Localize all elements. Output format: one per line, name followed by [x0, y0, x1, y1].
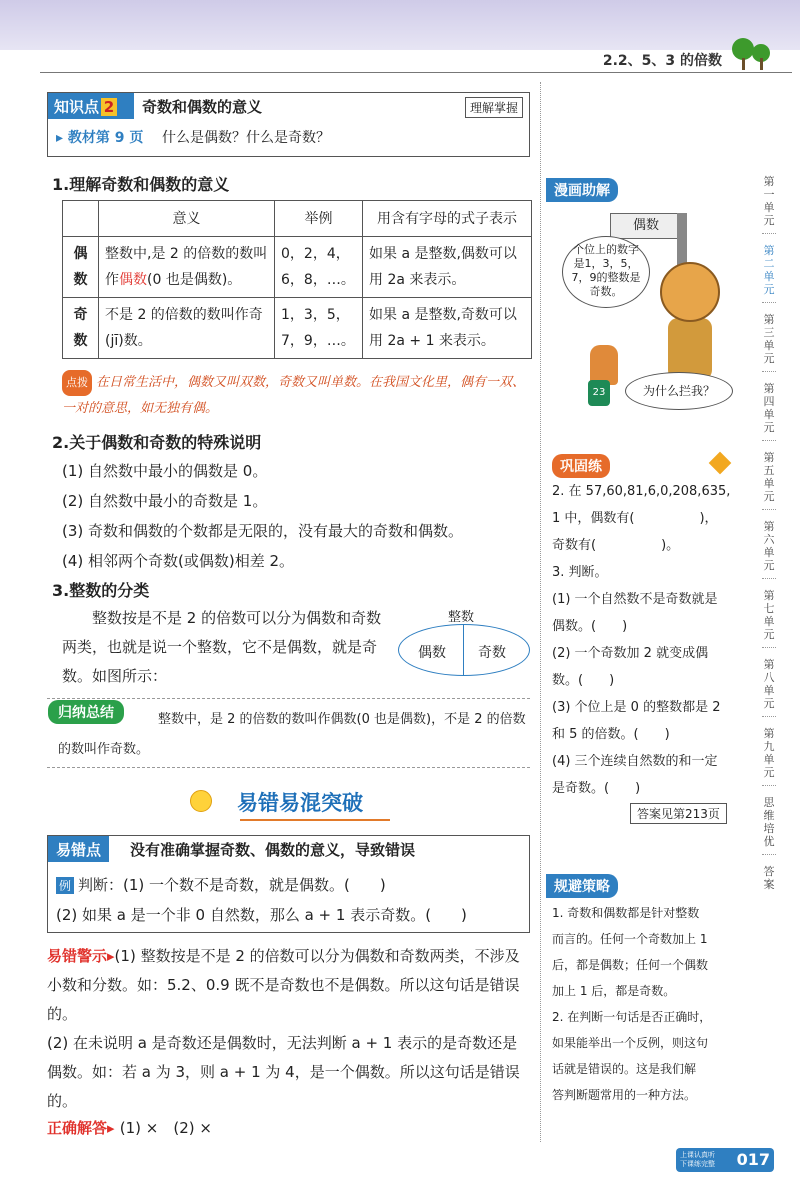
sidebar-unit-3[interactable]: 第三单元 — [763, 313, 775, 365]
diagram-title: 整数 — [448, 610, 475, 625]
header-rule — [40, 72, 792, 73]
tree-icon — [732, 38, 754, 60]
warning-para-1: 易错警示▸(1) 整数按是不是 2 的倍数可以分为偶数和奇数两类，不涉及小数和分数。如：5.2、0.9 既不是奇数也不是偶数。所以这句话是错误的。 — [47, 947, 520, 1023]
tree-trunk — [760, 58, 763, 70]
lion-body — [668, 318, 712, 380]
practice-text: 2. 在 57,60,81,6,0,208,635, 1 中，偶数有( )， 奇数有( )。 3. 判断。 (1) 一个自然数不是奇数就是 偶数。( ) (2) 一个奇数加 2 就变成偶 数。( ) (3) 个位上是 0 的整数都是 2 和 5 的倍数。( ) (4) 三个连续自然数的和一定 是奇数。( ) — [552, 484, 731, 796]
squirrel-character-icon — [590, 345, 618, 385]
answer-label: 正确解答 — [47, 1119, 108, 1137]
section-1-title: 1.理解奇数和偶数的意义 — [52, 175, 230, 194]
diagram-even-label: 偶数 — [418, 645, 446, 661]
chapter-title: 2.2、5、3 的倍数 — [602, 53, 722, 69]
sidebar-divider — [762, 371, 776, 372]
page-number: 017 — [736, 1150, 770, 1169]
example-question-1: 例 判断：(1) 一个数不是奇数，就是偶数。( ) — [56, 874, 386, 895]
summary-bottom-rule — [47, 767, 530, 768]
sidebar-unit-4[interactable]: 第四单元 — [763, 382, 775, 434]
sidebar-divider — [762, 233, 776, 234]
top-band — [0, 0, 800, 50]
pencil-icon — [709, 452, 732, 475]
comic-sign: 偶数 — [610, 213, 682, 239]
footer-slogan: 上课认真听 下课练完整 — [680, 1151, 715, 1168]
table-row — [63, 237, 532, 298]
error-warning — [47, 942, 532, 1116]
sidebar-divider — [762, 509, 776, 510]
tree-trunk — [742, 58, 745, 70]
error-point-label: 易错点 — [48, 836, 109, 862]
strategy-tag: 规避策略 — [546, 874, 618, 898]
comic-tag: 漫画助解 — [546, 178, 618, 202]
tip-badge: 点拨 — [62, 370, 92, 396]
sidebar-unit-5[interactable]: 第五单元 — [763, 451, 775, 503]
tip-note: 点拨 在日常生活中，偶数又叫双数，奇数又叫单数。在我国文化里，偶有一双、一对的意思，如无独有偶。 — [62, 370, 532, 422]
section-2-title: 2.关于偶数和奇数的特殊说明 — [52, 433, 262, 452]
textbook-ref: ▸ 教材第 9 页 — [56, 130, 144, 146]
column-divider — [540, 82, 541, 1142]
even-keyword: 偶数 — [119, 272, 147, 288]
page-number-badge — [676, 1148, 774, 1172]
sidebar-thinking[interactable]: 思维培优 — [763, 796, 775, 848]
sidebar-answers[interactable]: 答案 — [763, 865, 775, 891]
sidebar-divider — [762, 578, 776, 579]
table-header: 举例 — [275, 201, 363, 237]
summary-text: 整数中，是 2 的倍数的数叫作偶数(0 也是偶数)，不是 2 的倍数的数叫作奇数。 — [58, 712, 526, 757]
knowledge-point-box — [47, 92, 530, 157]
diagram-odd-label: 奇数 — [478, 645, 506, 661]
list-item: (4) 相邻两个奇数(或偶数)相差 2。 — [62, 552, 295, 570]
classification-paragraph: 整数按是不是 2 的倍数可以分为偶数和奇数两类，也就是说一个整数，它不是偶数，就是奇数。如图所示： — [62, 609, 382, 685]
row-label-even: 偶数 — [63, 237, 99, 298]
sidebar-divider — [762, 440, 776, 441]
table-header: 用含有字母的式子表示 — [363, 201, 532, 237]
knowledge-point-title: 奇数和偶数的意义 — [142, 98, 263, 116]
section-banner: 易错易混突破 — [237, 791, 363, 815]
example-question-2: (2) 如果 a 是一个非 0 自然数，那么 a + 1 表示奇数。( ) — [56, 906, 467, 924]
squirrel-jersey: 23 — [588, 380, 610, 406]
knowledge-point-label: 知识点 2 — [48, 93, 134, 119]
sidebar-divider — [762, 302, 776, 303]
row-label-odd: 奇数 — [63, 298, 99, 359]
sidebar-unit-1[interactable]: 第一单元 — [763, 175, 775, 227]
warning-para-2: (2) 在未说明 a 是奇数还是偶数时，无法判断 a + 1 表示的是奇数还是偶数。如：若 a 为 3，则 a + 1 为 4，是一个偶数。所以这句话是错误的。 — [47, 1034, 520, 1110]
mastery-tag: 理解掌握 — [465, 97, 523, 118]
list-item: (1) 自然数中最小的偶数是 0。 — [62, 462, 268, 480]
definition-table — [62, 200, 532, 359]
sidebar-unit-9[interactable]: 第九单元 — [763, 727, 775, 779]
sidebar-divider — [762, 647, 776, 648]
table-header: 意义 — [99, 201, 275, 237]
guiding-question: 什么是偶数？什么是奇数？ — [162, 130, 330, 146]
section-3-title: 3.整数的分类 — [52, 581, 150, 600]
error-point-title: 没有准确掌握奇数、偶数的意义，导致错误 — [130, 841, 416, 859]
strategy-text: 1. 奇数和偶数都是针对整数 而言的。任何一个奇数加上 1 后，都是偶数；任何一个偶数 加上 1 后，都是奇数。 2. 在判断一句话是否正确时， 如果能举出一个反例，则这句 话就是错误的。这是我们解 答判断题常用的一种方法。 — [552, 906, 712, 1102]
even-meaning: 整数中,是 2 的倍数的数叫作偶数(0 也是偶数)。 — [99, 237, 275, 298]
table-corner — [63, 201, 99, 237]
sidebar-divider — [762, 854, 776, 855]
example-badge: 例 — [56, 877, 74, 894]
odd-formula: 如果 a 是整数,奇数可以用 2a + 1 来表示。 — [363, 298, 532, 359]
lion-character-icon — [660, 262, 720, 322]
speech-bubble-lion: 个位上的数字是1，3，5，7，9的整数是奇数。 — [562, 236, 650, 308]
sidebar-unit-6[interactable]: 第六单元 — [763, 520, 775, 572]
ellipse-divider — [463, 624, 464, 676]
sidebar-divider — [762, 785, 776, 786]
sidebar-unit-8[interactable]: 第八单元 — [763, 658, 775, 710]
summary-badge: 归纳总结 — [48, 700, 124, 724]
odd-meaning: 不是 2 的倍数的数叫作奇(jī)数。 — [99, 298, 275, 359]
sidebar-unit-2[interactable]: 第二单元 — [763, 244, 775, 296]
table-row — [63, 298, 532, 359]
even-formula: 如果 a 是整数,偶数可以用 2a 来表示。 — [363, 237, 532, 298]
sidebar-divider — [762, 716, 776, 717]
speech-bubble-squirrel: 为什么拦我？ — [625, 372, 733, 410]
sidebar-unit-7[interactable]: 第七单元 — [763, 589, 775, 641]
list-item: (2) 自然数中最小的奇数是 1。 — [62, 492, 268, 510]
odd-example: 1，3，5，7，9，…。 — [275, 298, 363, 359]
banner-underline — [240, 819, 390, 821]
practice-tag: 巩固练 — [552, 454, 610, 478]
knowledge-point-number: 2 — [101, 98, 117, 116]
list-item: (3) 奇数和偶数的个数都是无限的，没有最大的奇数和偶数。 — [62, 522, 464, 540]
answer-reference: 答案见第213页 — [630, 803, 727, 824]
correct-answer: 正确解答▸ (1) × (2) × — [47, 1119, 212, 1137]
summary-top-rule — [47, 698, 530, 699]
warning-label: 易错警示 — [47, 947, 108, 965]
even-example: 0，2，4，6，8，…。 — [275, 237, 363, 298]
error-point-box — [47, 835, 530, 933]
